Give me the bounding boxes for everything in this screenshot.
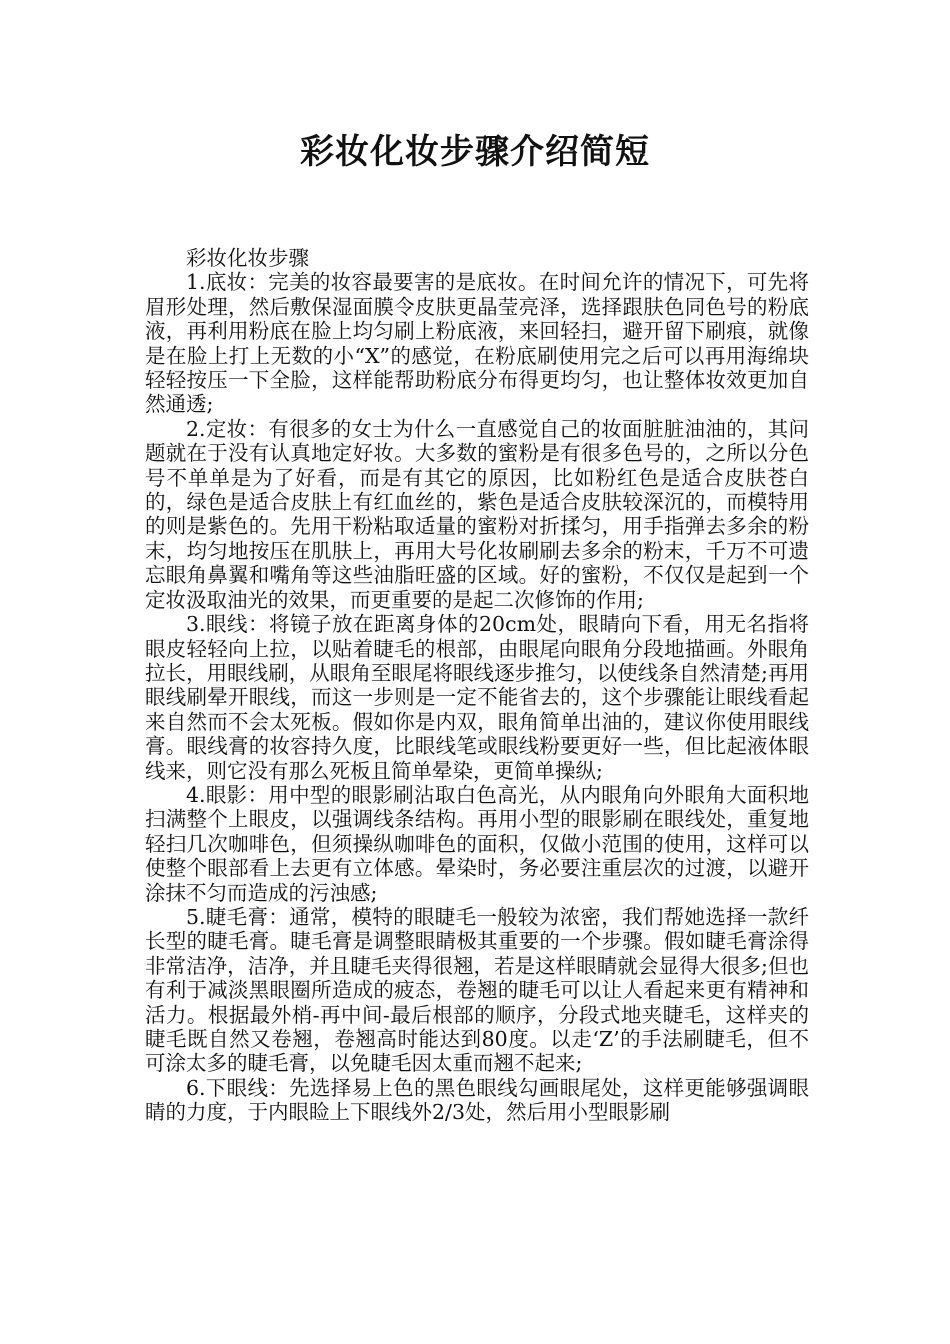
- document-title: 彩妆化妆步骤介绍简短: [300, 132, 650, 172]
- paragraph-lower-eyeliner: 6.下眼线：先选择易上色的黑色眼线勾画眼尾处，这样更能够强调眼睛的力度，于内眼睑上下眼线外2/3处，然后用小型眼影刷: [145, 1075, 809, 1125]
- paragraph-setting: 2.定妆：有很多的女士为什么一直感觉自己的妆面脏脏油油的，其问题就在于没有认真地定好妆。大多数的蜜粉是有很多色号的，之所以分色号不单单是为了好看，而是有其它的原因，比如粉红色是适合皮肤苍白的，绿色是适合皮肤上有红血丝的，紫色是适合皮肤较深沉的，而模特用的则是紫色的。先用干粉粘取适量的蜜粉对折揉匀，用手指弹去多余的粉末，均匀地按压在肌肤上，再用大号化妆刷刷去多余的粉末，千万不可遗忘眼角鼻翼和嘴角等这些油脂旺盛的区域。好的蜜粉，不仅仅是起到一个定妆汲取油光的效果，而更重要的是起二次修饰的作用;: [145, 416, 809, 612]
- document-body: [145, 246, 809, 1125]
- paragraph-foundation: 1.底妆：完美的妆容最要害的是底妆。在时间允许的情况下，可先将眉形处理，然后敷保湿面膜令皮肤更晶莹亮泽，选择跟肤色同色号的粉底液，再利用粉底在脸上均匀刷上粉底液，来回轻扫，避开留下刷痕，就像是在脸上打上无数的小“X”的感觉，在粉底刷使用完之后可以再用海绵块轻轻按压一下全脸，这样能帮助粉底分布得更均匀，也让整体妆效更加自然通透;: [145, 270, 809, 417]
- paragraph-eyeliner: 3.眼线：将镜子放在距离身体的20cm处，眼睛向下看，用无名指将眼皮轻轻向上拉，以贴着睫毛的根部，由眼尾向眼角分段地描画。外眼角拉长，用眼线刷，从眼角至眼尾将眼线逐步推匀，以使线条自然清楚;再用眼线刷晕开眼线，而这一步则是一定不能省去的，这个步骤能让眼线看起来自然而不会太死板。假如你是内双，眼角简单出油的，建议你使用眼线膏。眼线膏的妆容持久度，比眼线笔或眼线粉要更好一些，但比起液体眼线来，则它没有那么死板且简单晕染，更简单操纵;: [145, 612, 809, 783]
- section-heading: 彩妆化妆步骤: [186, 246, 309, 270]
- paragraph-eyeshadow: 4.眼影：用中型的眼影刷沾取白色高光，从内眼角向外眼角大面积地扫满整个上眼皮，以强调线条结构。再用小型的眼影刷在眼线处，重复地轻扫几次咖啡色，但须操纵咖啡色的面积，仅做小范围的使用，这样可以使整个眼部看上去更有立体感。晕染时，务必要注重层次的过渡，以避开涂抹不匀而造成的污浊感;: [145, 782, 809, 905]
- paragraph-mascara: 5.睫毛膏：通常，模特的眼睫毛一般较为浓密，我们帮她选择一款纤长型的睫毛膏。睫毛膏是调整眼睛极其重要的一个步骤。假如睫毛膏涂得非常洁净，洁净，并且睫毛夹得很翘，若是这样眼睛就会显得大很多;但也有利于减淡黑眼圈所造成的疲态，卷翘的睫毛可以让人看起来更有精神和活力。根据最外梢-再中间-最后根部的顺序，分段式地夹睫毛，这样夹的睫毛既自然又卷翘，卷翘高时能达到80度。以走‘Z’的手法刷睫毛，但不可涂太多的睫毛膏，以免睫毛因太重而翘不起来;: [145, 904, 809, 1076]
